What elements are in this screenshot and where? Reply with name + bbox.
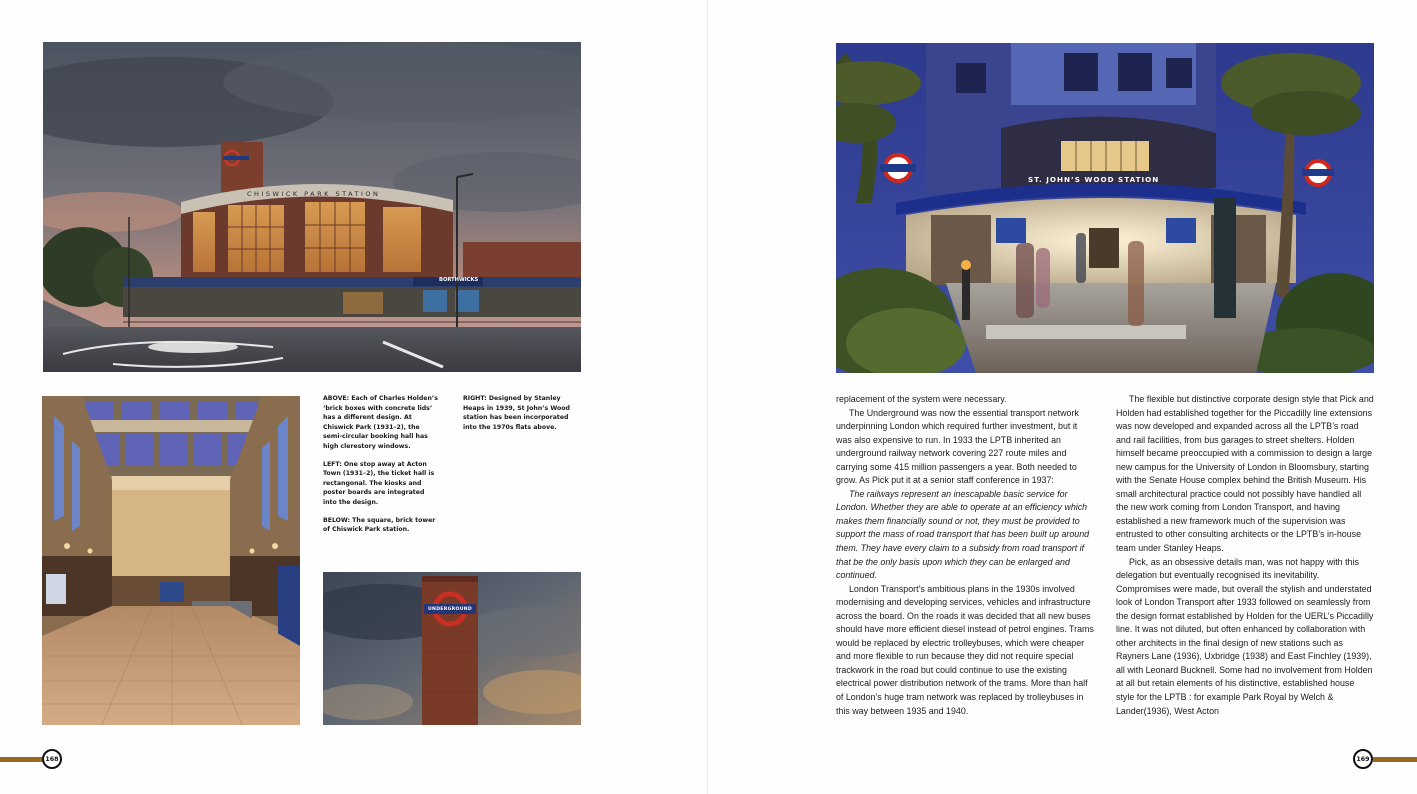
pick-quote: The railways represent an inescapable basic service for London. Whether they are able to operate at an efficiency which makes them financially sound or not, they must be provided to support the mass of road transport that has been built up around them. They have every claim to a subsidy from road transport if that be the only basis upon which they can be enlarged and continued. [836,488,1090,581]
caption-column-right [463,394,581,440]
chiswick-park-station-photo [43,42,581,372]
chiswick-park-tower-photo [323,572,581,725]
folio-bar-right [1373,757,1417,762]
folio-bar-left [0,757,44,762]
roundel-sign: UNDERGROUND [428,607,472,612]
acton-town-ticket-hall-photo [42,396,300,725]
caption-left: LEFT: One stop away at Acton Town (1931–2), the ticket hall is rectangonal. The kiosks and poster boards are integrated into the design. [323,460,435,506]
caption-right: RIGHT: Designed by Stanley Heaps in 1939, St John’s Wood station has been incorporated into the 1970s flats above. [463,395,570,431]
chiswick-frieze-sign: CHISWICK PARK STATION [247,190,381,198]
page-number-right: 169 [1353,749,1373,769]
caption-above: ABOVE: Each of Charles Holden’s ‘brick boxes with concrete lids’ has a different design. At Chiswick Park (1931–2), the semi-circular booking hall has high clerestory windows. [323,395,438,450]
paragraph: The Underground was now the essential transport network underpinning London which required further investment, but it was also expensive to run. In 1933 the LPTB inherited an underground railway network covering 227 route miles and carrying some 415 million passengers a year. Both needed to grow. As Pick put it at a senior staff conference in 1937: [836,407,1079,486]
page-number-left: 168 [42,749,62,769]
left-page [0,0,708,794]
caption-below: BELOW: The square, brick tower of Chiswick Park station. [323,516,436,534]
paragraph: London Transport’s ambitious plans in the 1930s involved modernising and developing services, vehicles and infrastructure across the board. On the roads it was decided that all new buses should have more efficient diesel instead of petrol engines. Trams would be replaced by electric trolleybuses, which were cheaper and more flexible to run because they did not require special trackwork in the road but could continue to use the existing electrical power distribution network of the trams. More than half of London’s huge tram network was replaced by trolleybuses in this way between 1935 and 1940. [836,583,1094,716]
paragraph: The flexible but distinctive corporate design style that Pick and Holden had established together for the Piccadilly line extensions was now developed and expanded across all the LPTB’s road and rail facilities, from bus garages to street shelters. Holden himself became preoccupied with a commission to design a large new campus for the University of London in Bloomsbury, starting with the Senate House complex behind the British Museum. His small architectural practice could not possibly have handled all the new work coming from London Transport, and having established a new framework much of the supervision was entrusted to other consulting architects or the LPTB’s in-house team under Stanley Heaps. [1116,394,1374,554]
right-page [708,0,1417,794]
paragraph: Pick, as an obsessive details man, was not happy with this delegation but eventually recognised its inevitability. Compromises were made, but overall the stylish and understated look of London Transport after 1933 followed on seamlessly from the design format established by Holden for the UERL’s Piccadilly line. It was not diluted, but often enhanced by collaboration with other architects in the final design of new stations such as Rayners Lane (1936), Uxbridge (1938) and East Finchley (1939), all with Leonard Bucknell. Some had no involvement from Holden at all but retain elements of his distinctive, established house style for the LPTB : for example Park Royal by Welch & Lander(1936), West Acton [1116,556,1374,716]
body-text-column-1 [836,393,1094,718]
caption-column-left [323,394,439,543]
paragraph: replacement of the system were necessary. [836,394,1007,404]
st-johns-wood-sign: ST. JOHN’S WOOD STATION [1028,175,1160,184]
borthwicks-sign: BORTHWICKS [439,277,479,283]
body-text-column-2 [1116,393,1374,718]
st-johns-wood-station-photo [836,43,1374,373]
